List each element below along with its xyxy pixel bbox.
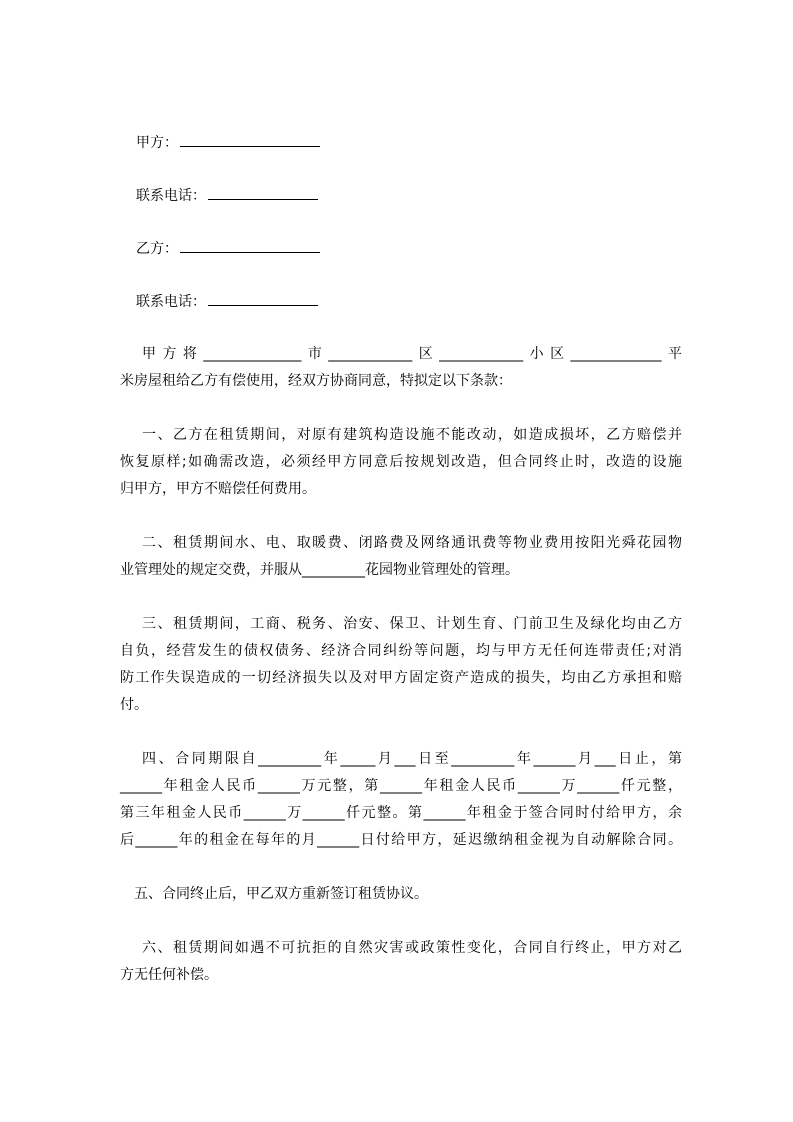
paragraph-line: 付。: [120, 697, 148, 713]
paragraph-line: 恢复原样;如确需改造，必须经甲方同意后按规划改造，但合同终止时，改造的设施: [120, 454, 682, 470]
paragraph-line: 一、乙方在租赁期间，对原有建筑构造设施不能改动，如造成损坏，乙方赔偿并: [142, 427, 682, 443]
paragraph-line: 六、租赁期间如遇不可抗拒的自然灾害或政策性变化，合同自行终止，甲方对乙: [142, 940, 682, 956]
clause-6-paragraph: [120, 935, 682, 989]
paragraph-line: ______年租金人民币______万元整，第______年租金人民币______万______仟元整，: [120, 778, 682, 794]
contact-b-field: [136, 290, 318, 312]
paragraph-line: 业管理处的规定交费，并服从_________花园物业管理处的管理。: [120, 562, 519, 578]
intro-paragraph: [120, 341, 682, 395]
paragraph-line: 防工作失误造成的一切经济损失以及对甲方固定资产造成的损失，均由乙方承担和赔: [120, 670, 682, 686]
paragraph-line: 自负，经营发生的债权债务、经济合同纠纷等问题，均与甲方无任何连带责任;对消: [120, 643, 682, 659]
contact-b-blank: [208, 290, 318, 306]
paragraph-line: 后______年的租金在每年的月______日付给甲方，延迟缴纳租金视为自动解除合同。: [120, 832, 682, 848]
paragraph-line: 方无任何补偿。: [120, 967, 218, 983]
paragraph-line: 四、合同期限自_________年_____月___日至_________年______月___日止，第: [142, 751, 682, 767]
clause-5-paragraph: [120, 881, 682, 908]
clause-1-paragraph: [120, 422, 682, 503]
paragraph-line: 二、租赁期间水、电、取暖费、闭路费及网络通讯费等物业费用按阳光舜花园物: [142, 535, 682, 551]
contact-b-label: 联系电话：: [136, 294, 206, 310]
clause-3-paragraph: [120, 611, 682, 719]
clause-4-paragraph: [120, 746, 682, 854]
contact-a-label: 联系电话：: [136, 188, 206, 204]
paragraph-line: 三、租赁期间，工商、税务、治安、保卫、计划生育、门前卫生及绿化均由乙方: [142, 616, 682, 632]
party-b-blank: [180, 237, 320, 253]
contact-a-blank: [208, 184, 318, 200]
party-a-label: 甲方：: [136, 135, 178, 151]
party-b-label: 乙方：: [136, 241, 178, 257]
party-a-field: [136, 131, 320, 153]
paragraph-line: 归甲方，甲方不赔偿任何费用。: [120, 481, 316, 497]
party-b-field: [136, 237, 320, 259]
contact-a-field: [136, 184, 318, 206]
paragraph-line: 甲方将______________市____________区____________小区_____________平: [142, 346, 682, 362]
paragraph-line: 米房屋租给乙方有偿使用，经双方协商同意，特拟定以下条款：: [120, 373, 512, 389]
paragraph-line: 五、合同终止后，甲乙双方重新签订租赁协议。: [134, 886, 428, 902]
clause-2-paragraph: [120, 530, 682, 584]
party-a-blank: [180, 131, 320, 147]
paragraph-line: 第三年租金人民币______万______仟元整。第______年租金于签合同时付给甲方，余: [120, 805, 682, 821]
